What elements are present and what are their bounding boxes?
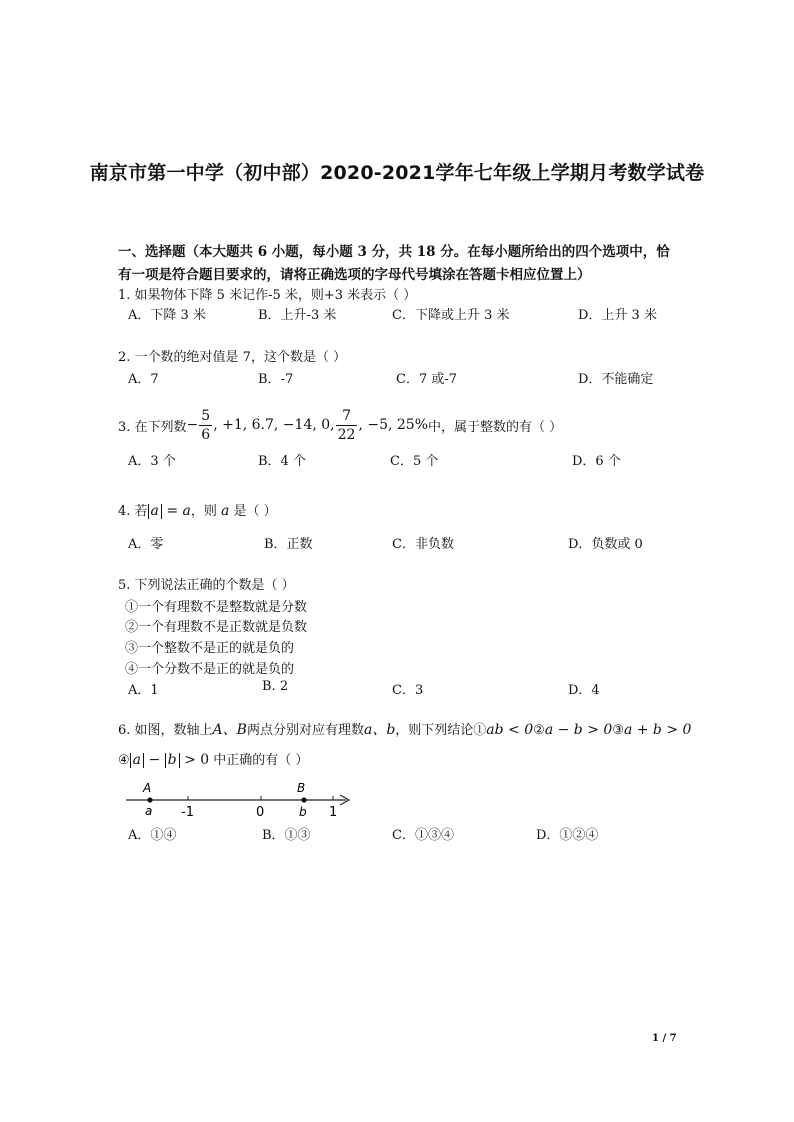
q3-fraction-1-denominator: 6 [201,426,211,443]
q6-conclusion-3: a + b > 0 [623,722,692,738]
q6-conclusion-2: a − b > 0 [544,722,613,738]
question-4-stem [118,500,277,519]
label-a: a [145,804,153,818]
q3-option-b: B．4 个 [258,454,306,469]
number-line-figure [118,778,358,822]
q3-option-c: C．5 个 [390,454,439,469]
q4-suffix: 是（ ） [229,504,277,519]
label-B: B [297,781,306,795]
q4-option-b: B．正数 [264,537,313,552]
q3-number-list-tail: , −5, 25% [358,417,428,433]
q5-statement-4: ④一个分数不是正的就是负的 [125,662,295,677]
label-b: b [299,805,307,819]
q6-c4-tail: > 0 [179,752,210,768]
q6-conclusion-1: ab < 0 [486,722,534,738]
question-3-stem [118,405,562,445]
q2-option-b: B．-7 [258,372,294,387]
q4-equals: = [161,503,183,519]
q5-statement-1: ①一个有理数不是整数就是分数 [125,600,308,615]
q4-option-c: C．非负数 [392,537,454,552]
q6-c4-minus: − [144,752,165,768]
q4-option-d: D．负数或 0 [568,537,643,552]
q4-mid: ，则 [190,504,222,519]
question-2-stem: 2. 一个数的绝对值是 7，这个数是（ ） [118,350,347,365]
q6-points-AB: A、B [212,722,247,738]
q1-option-b: B．上升-3 米 [258,308,337,323]
q6-option-c: C．①③④ [392,828,454,843]
q3-option-d: D．6 个 [572,454,621,469]
q3-suffix: 中，属于整数的有（ ） [428,419,563,435]
q6-option-b: B．①③ [262,828,311,843]
q1-option-a: A．下降 3 米 [128,308,206,323]
q3-minus: − [186,417,199,433]
section-header-line2: 有一项是符合题目要求的，请将正确选项的字母代号填涂在答题卡相应位置上） [118,267,591,283]
tick-label-minus-1: -1 [181,805,194,820]
q6-line2-suffix: 中正确的有（ ） [209,753,309,768]
page-title: 南京市第一中学（初中部）2020-2021学年七年级上学期月考数学试卷 [89,162,705,184]
q6-mid2: ，则下列结论① [395,723,487,738]
q5-statement-2: ②一个有理数不是正数就是负数 [125,620,308,635]
q6-abs-b: b [165,753,180,768]
q3-fraction-2-denominator: 22 [337,426,356,443]
tick-label-0: 0 [256,805,265,820]
q6-mark-3: ③ [612,723,624,738]
point-B [301,797,306,802]
q3-fraction-1 [199,409,212,442]
q3-prefix: 3. 在下列数 [118,419,187,435]
point-A [147,797,152,802]
q6-prefix: 6. 如图，数轴上 [118,723,213,738]
q5-option-d: D．4 [568,683,600,698]
q3-fraction-2 [336,409,358,442]
q5-option-b: B. 2 [262,679,289,694]
q6-mark-4: ④ [118,753,130,768]
label-A: A [143,781,152,795]
q4-absolute-value: a [148,504,162,519]
question-5-stem: 5. 下列说法正确的个数是（ ） [118,578,295,593]
q4-var: a [221,503,230,519]
q6-abs-a: a [130,753,144,768]
q2-option-d: D．不能确定 [578,372,654,387]
q4-rhs: a [182,503,191,519]
q6-vars-ab: a、b [363,722,396,738]
page-number: 1 / 7 [652,1033,677,1044]
q4-prefix: 4. 若 [118,504,148,519]
q5-option-c: C．3 [392,683,424,698]
question-6-line-2 [118,749,308,768]
q4-option-a: A．零 [128,537,164,552]
q1-option-d: D．上升 3 米 [578,308,657,323]
q3-fraction-2-numerator: 7 [336,409,358,426]
q3-number-list: , +1, 6.7, −14, 0, [213,417,335,433]
q6-option-a: A．①④ [128,828,177,843]
q2-option-c: C．7 或-7 [396,372,458,387]
q6-mark-2: ② [533,723,545,738]
q5-statement-3: ③一个整数不是正的就是负的 [125,641,295,656]
q6-mid: 两点分别对应有理数 [246,723,364,738]
question-1-stem: 1. 如果物体下降 5 米记作-5 米，则+3 米表示（ ） [118,288,417,303]
q3-option-a: A．3 个 [128,454,176,469]
question-6-line-1 [118,719,691,739]
tick-label-1: 1 [329,805,338,820]
section-header-line1: 一、选择题（本大题共 6 小题，每小题 3 分，共 18 分。在每小题所给出的四个选项中，恰 [118,244,670,260]
q6-option-d: D．①②④ [536,828,599,843]
q3-fraction-1-numerator: 5 [201,407,211,424]
q2-option-a: A．7 [128,372,159,387]
q5-option-a: A．1 [128,683,159,698]
q1-option-c: C．下降或上升 3 米 [392,308,510,323]
